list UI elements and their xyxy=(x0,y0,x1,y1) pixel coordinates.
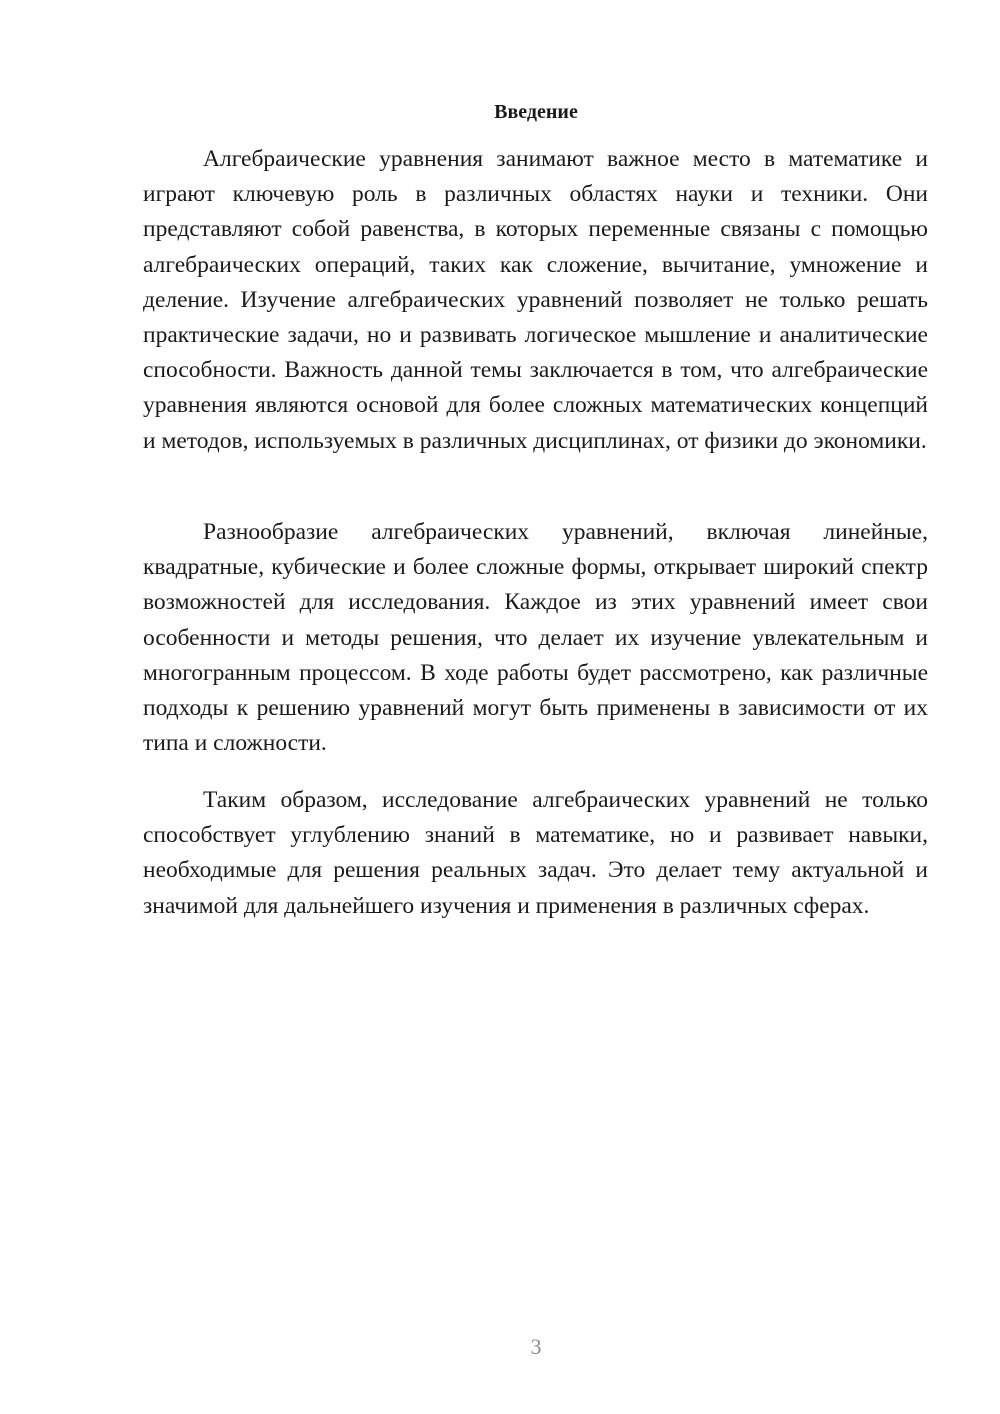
page-title: Введение xyxy=(494,101,578,123)
paragraph-1: Алгебраические уравнения занимают важное место в математике и играют ключевую роль в различных областях науки и техники. Они представляют собой равенства, в которых переменные связаны с помощью алгебраических операций, таких как сложение, вычитание, умножение и деление. Изучение алгебраических уравнений позволяет не только решать практические задачи, но и развивать логическое мышление и аналитические способности. Важность данной темы заключается в том, что алгебраические уравнения являются основой для более сложных математических концепций и методов, используемых в различных дисциплинах, от физики до экономики. xyxy=(143,146,928,454)
paragraph-2: Разнообразие алгебраических уравнений, включая линейные, квадратные, кубические и более сложные формы, открывает широкий спектр возможностей для исследования. Каждое из этих уравнений имеет свои особенности и методы решения, что делает их изучение увлекательным и многогранным процессом. В ходе работы будет рассмотрено, как различные подходы к решению уравнений могут быть применены в зависимости от их типа и сложности. xyxy=(143,519,928,757)
page-number: 3 xyxy=(530,1334,542,1359)
paragraph-3: Таким образом, исследование алгебраических уравнений не только способствует углублению знаний в математике, но и развивает навыки, необходимые для решения реальных задач. Это делает тему актуальной и значимой для дальнейшего изучения и применения в различных сферах. xyxy=(143,787,928,919)
